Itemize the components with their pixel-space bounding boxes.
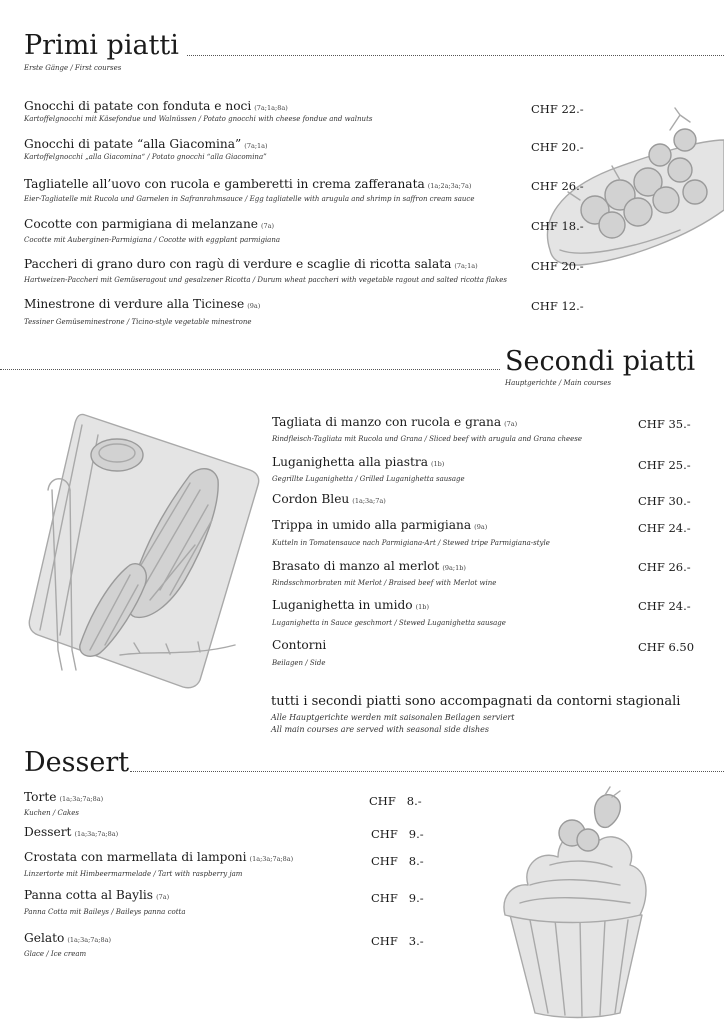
allergen-codes: (1a;3a;7a) [352,497,386,505]
allergen-codes: (1b) [415,603,429,611]
menu-item-description: Tessiner Gemüseminestrone / Ticino-style vegetable minestrone [24,318,252,326]
allergen-codes: (7a) [156,893,170,901]
menu-item-price: CHF 22.- [531,102,584,116]
cupcake-illustration [500,785,650,1020]
menu-item-name: Gelato (1a;3a;7a;8a) [24,931,112,945]
menu-item-description: Cocotte mit Auberginen-Parmigiana / Cocotte with eggplant parmigiana [24,236,281,244]
menu-item-price: CHF 30.- [638,494,691,508]
menu-item-name: Paccheri di grano duro con ragù di verdure e scaglie di ricotta salata (7a;1a) [24,257,478,271]
allergen-codes: (1a;3a;7a;8a) [67,936,112,944]
allergen-codes: (1a;2a;3a;7a) [427,182,472,190]
allergen-codes: (1b) [430,460,445,468]
menu-item-description: Linzertorte mit Himbeermarmelade / Tart with raspberry jam [24,870,243,878]
menu-item-price: CHF 9.- [371,827,424,841]
menu-item-description: Beilagen / Side [272,659,326,667]
menu-item-price: CHF 3.- [371,934,424,948]
menu-item-name: Brasato di manzo al merlot (9a;1b) [272,559,466,573]
side-dish-note-de: Alle Hauptgerichte werden mit saisonalen Beilagen serviert [271,713,515,722]
menu-item-description: Rindfleisch-Tagliata mit Rucola und Grana / Sliced beef with arugula and Grana cheese [272,435,583,443]
menu-item-description: Glace / Ice cream [24,950,87,958]
side-dish-note: tutti i secondi piatti sono accompagnati da contorni stagionali [271,694,681,709]
menu-item-description: Gegrillte Luganighetta / Grilled Luganighetta sausage [272,475,465,483]
allergen-codes: (7a) [261,222,275,230]
allergen-codes: (9a) [474,523,488,531]
section-divider [187,55,724,56]
allergen-codes: (1a;3a;7a;8a) [59,795,104,803]
section-subtitle-secondi: Hauptgerichte / Main courses [505,379,612,387]
section-divider [130,771,724,772]
allergen-codes: (1a;3a;7a;8a) [249,855,294,863]
menu-item-name: Gnocchi di patate “alla Giacomina” (7a;1a) [24,137,268,151]
menu-item-name: Dessert (1a;3a;7a;8a) [24,825,119,839]
menu-item-name: Luganighetta alla piastra (1b) [272,455,445,469]
menu-item-price: CHF 20.- [531,140,584,154]
section-title-secondi: Secondi piatti [505,346,696,377]
menu-item-name: Minestrone di verdure alla Ticinese (9a) [24,297,261,311]
menu-item-price: CHF 8.- [369,794,422,808]
menu-item-price: CHF 35.- [638,417,691,431]
section-subtitle-primi: Erste Gänge / First courses [24,64,122,72]
menu-item-description: Panna Cotta mit Baileys / Baileys panna cotta [24,908,186,916]
menu-item-price: CHF 26.- [638,560,691,574]
menu-item-name: Luganighetta in umido (1b) [272,598,429,612]
menu-item-description: Eier-Tagliatelle mit Rucola und Garnelen in Safranrahmsauce / Egg tagliatelle with arugula and shrimp in saffron cream sauce [24,195,475,203]
menu-item-price: CHF 8.- [371,854,424,868]
steak-board-illustration [20,395,265,695]
menu-item-name: Cocotte con parmigiana di melanzane (7a) [24,217,275,231]
side-dish-note-en: All main courses are served with seasonal side dishes [271,725,489,734]
menu-item-description: Luganighetta in Sauce geschmort / Stewed Luganighetta sausage [272,619,506,627]
menu-item-price: CHF 20.- [531,259,584,273]
menu-item-price: CHF 26.- [531,179,584,193]
menu-item-description: Kartoffelgnocchi mit Käsefondue und Walnüssen / Potato gnocchi with cheese fondue and walnuts [24,115,373,123]
section-title-dessert: Dessert [24,747,130,778]
allergen-codes: (7a;1a;8a) [254,104,288,112]
menu-item-name: Crostata con marmellata di lamponi (1a;3a;7a;8a) [24,850,294,864]
menu-item-description: Kuchen / Cakes [24,809,79,817]
menu-item-price: CHF 6.50 [638,640,695,654]
section-divider [0,369,500,370]
section-title-primi: Primi piatti [24,30,179,61]
menu-item-price: CHF 25.- [638,458,691,472]
menu-item-price: CHF 24.- [638,599,691,613]
menu-item-description: Rindsschmorbraten mit Merlot / Braised beef with Merlot wine [272,579,497,587]
menu-item-description: Kutteln in Tomatensauce nach Parmigiana-Art / Stewed tripe Parmigiana-style [272,539,550,547]
menu-item-name: Contorni [272,638,327,652]
menu-item-name: Trippa in umido alla parmigiana (9a) [272,518,488,532]
menu-item-name: Torte (1a;3a;7a;8a) [24,790,104,804]
allergen-codes: (7a) [504,420,518,428]
allergen-codes: (9a;1b) [442,564,466,572]
menu-item-price: CHF 12.- [531,299,584,313]
allergen-codes: (9a) [247,302,261,310]
allergen-codes: (7a;1a) [244,142,268,150]
menu-item-price: CHF 18.- [531,219,584,233]
menu-item-name: Panna cotta al Baylis (7a) [24,888,170,902]
menu-item-price: CHF 9.- [371,891,424,905]
menu-item-name: Gnocchi di patate con fonduta e noci (7a;1a;8a) [24,99,288,113]
menu-item-name: Tagliatelle all’uovo con rucola e gamberetti in crema zafferanata (1a;2a;3a;7a) [24,177,472,191]
menu-item-description: Hartweizen-Paccheri mit Gemüseragout und gesalzener Ricotta / Durum wheat paccheri with vegetable ragout and salted ricotta flakes [24,276,507,284]
menu-item-name: Cordon Bleu (1a;3a;7a) [272,492,386,506]
allergen-codes: (7a;1a) [454,262,478,270]
menu-item-price: CHF 24.- [638,521,691,535]
menu-item-description: Kartoffelgnocchi „alla Giacomina“ / Potato gnocchi “alla Giacomina” [24,153,267,161]
menu-item-name: Tagliata di manzo con rucola e grana (7a) [272,415,518,429]
allergen-codes: (1a;3a;7a;8a) [74,830,119,838]
